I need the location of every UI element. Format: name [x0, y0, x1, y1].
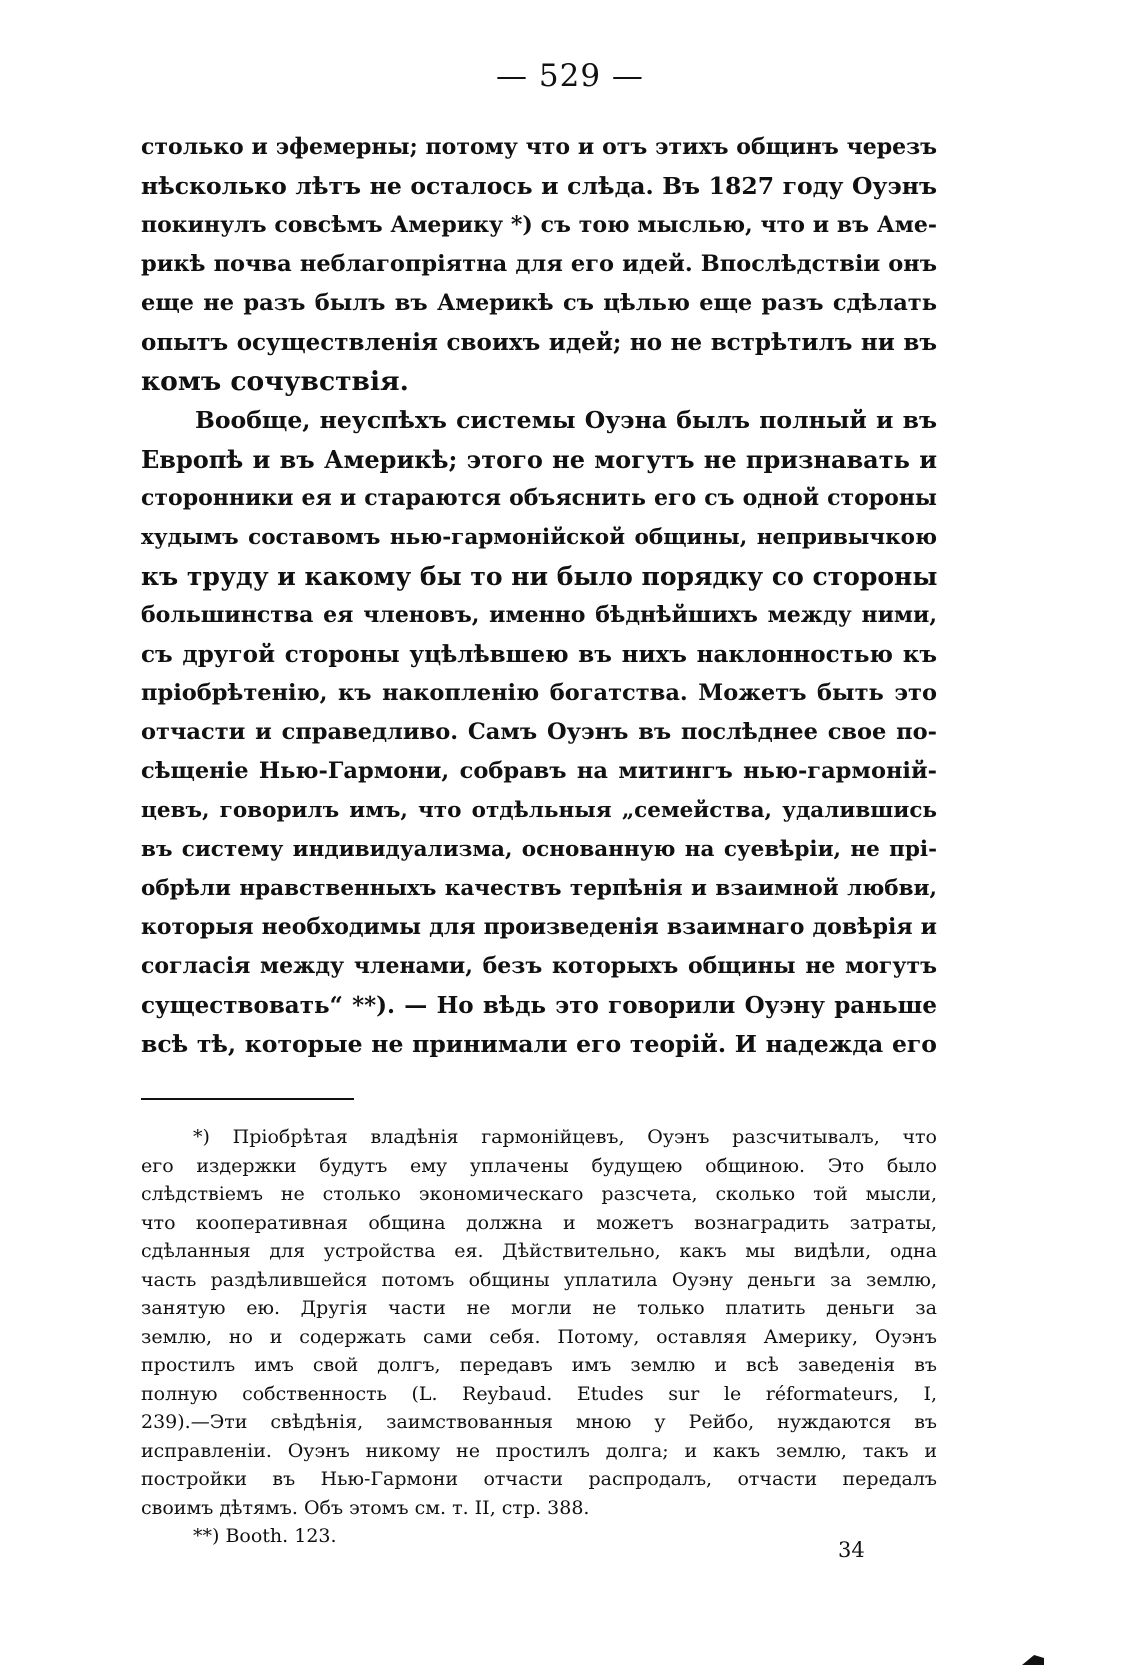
text-line: сѣщеніе Нью-Гармони, собравъ на митингъ нью-гармоній-	[141, 758, 937, 784]
text-line: покинулъ совсѣмъ Америку *) съ тою мыслью, что и въ Аме-	[141, 212, 937, 238]
text-line: большинства ея членовъ, именно бѣднѣйшихъ между ними,	[141, 602, 937, 628]
text-line: которыя необходимы для произведенія взаимнаго довѣрія и	[141, 914, 937, 940]
footnote-line: его издержки будутъ ему уплачены будущею общиною. Это было	[141, 1154, 937, 1177]
text-line: Европѣ и въ Америкѣ; этого не могутъ не признавать и	[141, 445, 937, 474]
text-line: опытъ осуществленія своихъ идей; но не встрѣтилъ ни въ	[141, 329, 937, 356]
text-line: существовать“ **). — Но вѣдь это говорили Оуэну раньше	[141, 992, 937, 1019]
text-line: еще не разъ былъ въ Америкѣ съ цѣлью еще разъ сдѣлать	[141, 290, 937, 316]
page-number: — 529 —	[496, 58, 644, 94]
footnote-line: **) Booth. 123.	[193, 1525, 337, 1547]
footnote-separator	[141, 1098, 354, 1100]
text-line: нѣсколько лѣтъ не осталось и слѣда. Въ 1827 году Оуэнъ	[141, 172, 937, 200]
text-line: рикѣ почва неблагопріятна для его идей. Впослѣдствіи онъ	[141, 251, 937, 277]
footnote-line: своимъ дѣтямъ. Объ этомъ см. т. II, стр. 388.	[141, 1496, 590, 1519]
footnote-line: занятую ею. Другія части не могли не только платить деньги за	[141, 1297, 937, 1319]
footnote-line: что кооперативная община должна и можетъ вознаградить затраты,	[141, 1211, 937, 1234]
text-line: съ другой стороны уцѣлѣвшею въ нихъ наклонностью къ	[141, 641, 937, 668]
scan-corner-mark	[1022, 1655, 1044, 1665]
footnote-line: исправленіи. Оуэнъ никому не простилъ долга; и какъ землю, такъ и	[141, 1439, 937, 1462]
text-line: цевъ, говорилъ имъ, что отдѣльныя „семейства, удалившись	[141, 798, 937, 823]
main-text	[141, 128, 937, 1064]
footnote-line: сдѣланныя для устройства ея. Дѣйствительно, какъ мы видѣли, одна	[141, 1240, 937, 1262]
printer-signature-mark: 34	[838, 1538, 865, 1562]
text-line: сторонники ея и стараются объяснить его съ одной стороны	[141, 485, 937, 511]
text-line: комъ сочувствія.	[141, 366, 409, 397]
footnote-line: слѣдствіемъ не столько экономическаго разсчета, сколько той мысли,	[141, 1183, 937, 1205]
text-line: пріобрѣтенію, къ накопленію богатства. Можетъ быть это	[141, 680, 937, 706]
text-line: худымъ составомъ нью-гармонійской общины, непривычкою	[141, 525, 937, 550]
text-line: къ труду и какому бы то ни было порядку со стороны	[141, 562, 938, 591]
text-line: отчасти и справедливо. Самъ Оуэнъ въ послѣднее свое по-	[141, 719, 937, 745]
text-line: всѣ тѣ, которые не принимали его теорій. И надежда его	[141, 1030, 937, 1058]
footnote-line: землю, но и содержать сами себя. Потому, оставляя Америку, Оуэнъ	[141, 1325, 937, 1348]
footnote-line: полную собственность (L. Reybaud. Etudes sur le réformateurs, I,	[141, 1382, 937, 1405]
text-line: въ систему индивидуализма, основанную на суевѣріи, не прі-	[141, 837, 937, 862]
text-line: столько и эфемерны; потому что и отъ этихъ общинъ черезъ	[141, 134, 937, 160]
footnote-line: постройки въ Нью-Гармони отчасти распродалъ, отчасти передалъ	[141, 1468, 937, 1490]
footnote-line: *) Пріобрѣтая владѣнія гармонійцевъ, Оуэнъ разсчитывалъ, что	[193, 1126, 937, 1148]
text-line: согласія между членами, безъ которыхъ общины не могутъ	[141, 953, 937, 979]
text-line: Вообще, неуспѣхъ системы Оуэна былъ полный и въ	[195, 406, 937, 434]
footnote-line: простилъ имъ свой долгъ, передавъ имъ землю и всѣ заведенія въ	[141, 1354, 937, 1376]
footnotes	[141, 1123, 937, 1551]
text-line: обрѣли нравственныхъ качествъ терпѣнія и взаимной любви,	[141, 876, 937, 901]
footnote-line: часть раздѣлившейся потомъ общины уплатила Оуэну деньги за землю,	[141, 1268, 937, 1291]
footnote-line: 239).—Эти свѣдѣнія, заимствованныя мною у Рейбо, нуждаются въ	[141, 1411, 937, 1433]
